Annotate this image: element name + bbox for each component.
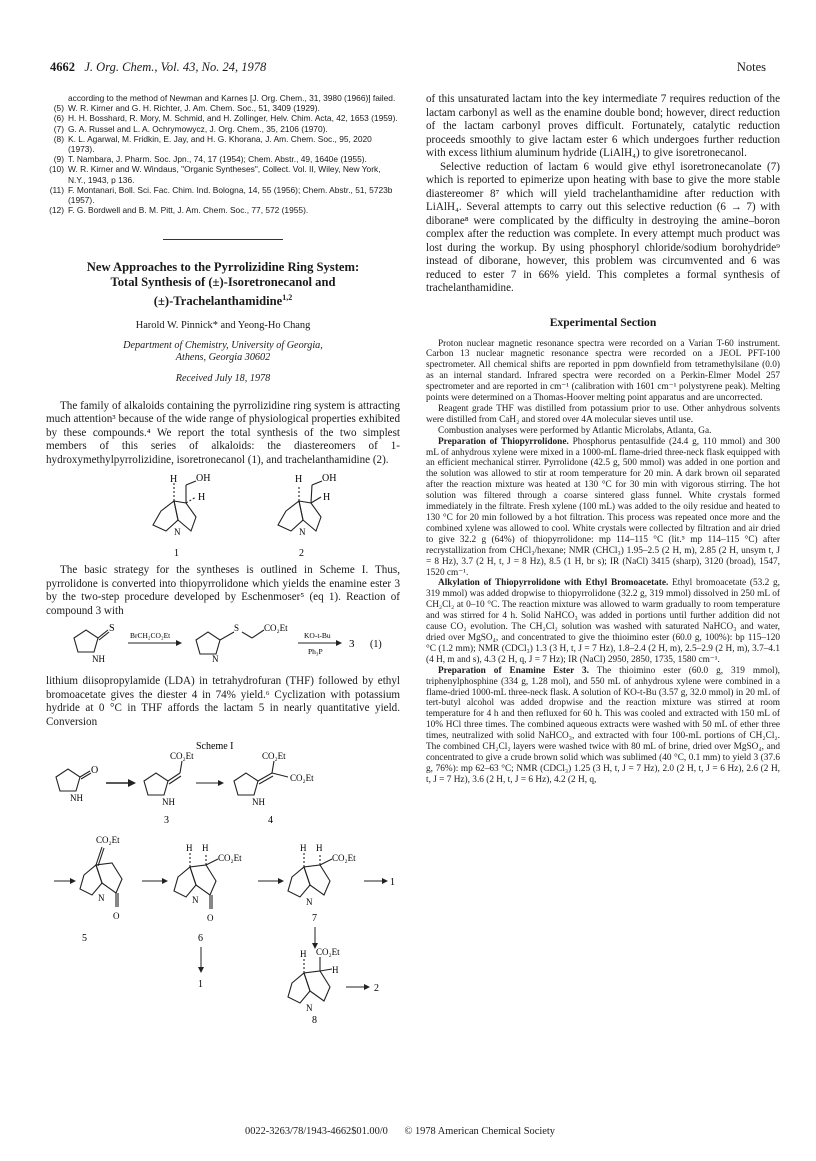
page-footer: [245, 1126, 569, 1137]
compound-3-label: 3: [164, 815, 169, 827]
arrow-target-1: 1: [198, 979, 203, 991]
reference-item: (11) F. Montanari, Boll. Sci. Fac. Chim. Ind. Bologna, 14, 55 (1956); Chem. Abstr., 51, 5723b (1957).: [49, 184, 393, 206]
svg-text:CO₂Et: CO₂Et: [218, 853, 242, 864]
reference-item: (10) W. R. Kirner and W. Windaus, "Organic Syntheses", Collect. Vol. II, Wiley, New York, N.Y., 1943, p 136.: [49, 164, 381, 185]
compound-7-label: 7: [312, 913, 317, 925]
reference-item: (9) T. Nambara, J. Pharm. Soc. Jpn., 74, 17 (1954); Chem. Abstr., 49, 1640e (1955).: [53, 154, 367, 165]
instrument-paragraph: Proton nuclear magnetic resonance spectra were recorded on a Varian T-60 instrument. Carbon 13 nuclear magnetic resonance spectra were recorded on a JEOL PFT-100 spectrometer. All chemical shifts are reported in ppm downfield from tetramethylsilane (0.0) as an internal standard. Infrared spectra were recorded on a Perkin-Elmer Model 257 spectrometer and are reported in cm⁻¹ (calibration with 1601 cm⁻¹ polystyrene peak). Melting points were determined on a Thomas-Hoover melting point apparatus and are uncorrected.: [426, 338, 780, 404]
alkylation-paragraph: Alkylation of Thiopyrrolidone with Ethyl Bromoacetate. Ethyl bromoacetate (53.2 g, 319 mmol) was added dropwise to thiopyrrolidone (32.2 g, 319 mmol) dissolved in 250 mL of CH₂Cl₂ at 0–10 °C. The reaction mixture was allowed to warm gradually to room temperature and was stirred for 4 h. Solid NaHCO₃ was added in portions until further addition did not cause CO₂ evolution. The CH₂Cl₂ solution was washed with saturated NaHCO₃ and water, dried over MgSO₄, and concentrated to give the thioimino ester (60.0 g, 100%): bp 115–120 °C (1.2 mm); NMR (CDCl₃) 1.3 (3 H, t, J = 7 Hz), 1.8–2.4 (2 H, m), 2.5–2.9 (2 H, m), 3.7–4.1 (4 H, m and s), 4.3 (2 H, q, J = 7 Hz); IR (NaCl) 2950, 2850, 1735, 1580 cm⁻¹.: [426, 578, 780, 665]
nh-label: NH: [92, 654, 105, 665]
thiopyrrolidone-prep-paragraph: Preparation of Thiopyrrolidone. Phosphorus pentasulfide (24.4 g, 110 mmol) and 300 mL of anhydrous xylene were mixed in a 1000-mL flame-dried three-neck flask equipped with an efficient mechanical stirrer. Pyrrolidone (42.5 g, 500 mmol) was added in one portion and the solution was allowed to stir at room temperature for 20 min. A dark brown oil separated after the reaction mixture was heated at 130 °C for 30 min with vigorous stirring. The hot solution was filtered through a coarse sintered glass funnel. White crystals formed immediately in the filtrate. Fresh xylene (100 mL) was added to the oily residue and heated to 130 °C for 20 min followed by a hot filtration. This process was repeated once more and the combined xylene was allowed to cool. White crystals were collected by filtration and air dried to give 32.2 g (64%) of thiopyrrolidone: mp 114–115 °C (lit.⁵ mp 114–115 °C) after recrystallization from CHCl₃/hexane; NMR (CHCl₃) 1.95–2.5 (2 H, m), 2.85 (2 H, unsym t, J = 8 Hz), 3.7 (2 H, t, J = 8 Hz), 8.5 (1 H, br s); IR (NaCl) 3415 (sharp), 3120 (broad), 1547, 1520 cm⁻¹.: [426, 436, 781, 578]
reference-item: (12) F. G. Bordwell and B. M. Pitt, J. Am. Chem. Soc., 77, 572 (1955).: [49, 205, 309, 216]
author-list: Harold W. Pinnick* and Yeong-Ho Chang: [135, 319, 311, 331]
selective-reduction-paragraph: Selective reduction of lactam 6 would give ethyl isoretronecanolate (7) which is reported to epimerize upon heating with base to give the more stable diastereomer 8⁷ which will yield trachelanthamidine after reduction with LiAlH₄. Several attempts to carry out this selective reduction (6 → 7) with diborane⁸ were complicated by the difficulty in destroying the amine–boron complex after the reduction was complete. In every attempt much product was lost during the workup. By using phosphoryl chloride/sodium borohydride⁹ instead of diborane, however, this problem was circumvented and 6 was reduced to ester 7 in 66% yield. This completes a formal synthesis of trachelanthamidine.: [426, 160, 780, 294]
svg-text:H: H: [316, 843, 323, 854]
article-code: 0022-3263/78/1943-4662$01.00/0: [245, 1126, 388, 1137]
article-title: New Approaches to the Pyrrolizidine Ring System: Total Synthesis of (±)-Isoretronecanol and (±)-Trachelanthamidine$^{1,2}$: [86, 260, 360, 309]
svg-text:N: N: [306, 1003, 313, 1014]
right-column: [426, 93, 780, 786]
svg-text:H: H: [300, 949, 307, 960]
page-number: 4662: [50, 60, 75, 74]
structure-1: [153, 481, 196, 531]
svg-text:O: O: [207, 913, 214, 924]
thiopyrrolidone-structure: [74, 630, 109, 652]
equation-number: (1): [370, 639, 382, 651]
reference-item: (5) W. R. Kirner and G. H. Richter, J. Am. Chem. Soc., 51, 3409 (1929).: [53, 103, 320, 114]
n-label: N: [174, 527, 181, 538]
n-label: N: [212, 654, 219, 665]
compound-5-label: 5: [82, 933, 87, 945]
svg-text:H: H: [300, 843, 307, 854]
svg-text:CO₂Et: CO₂Et: [170, 751, 194, 762]
h-label: H: [170, 474, 178, 486]
copyright-notice: © 1978 American Chemical Society: [404, 1126, 555, 1137]
solvent-paragraph: Reagent grade THF was distilled from potassium prior to use. Other anhydrous solvents were distilled from CaH₂ and stored over 4A molecular sieves until use.: [426, 403, 780, 425]
svg-text:O: O: [113, 911, 120, 922]
svg-text:NH: NH: [70, 793, 83, 804]
structure-2: [278, 481, 322, 531]
svg-text:H: H: [332, 965, 339, 976]
equation-1-figure: [46, 618, 400, 670]
s-label: S: [109, 623, 115, 635]
enamine-ester-paragraph: Preparation of Enamine Ester 3. The thioimino ester (60.0 g, 319 mmol), triphenylphosphine (334 g, 1.28 mol), and 550 mL of anhydrous xylene were combined in a flame-dried 1000-mL three-neck flask. A solution of KO-t-Bu (3.57 g, 32.0 mmol) in 20 mL of tert-butyl alcohol was added dropwise and the reaction mixture was stirred at room temperature for 4 h and then refluxed for 60 h. This was cooled and extracted with 150 mL of 10% HCl three times. The combined aqueous extracts were washed with 50 mL of ether three times, neutralized with solid NaHCO₃, and extracted with four 100-mL portions of CH₂Cl₂. The combined CH₂Cl₂ layers were washed twice with 80 mL of brine, dried over MgSO₄, and concentrated to give a crude brown solid which was sublimed (40 °C, 0.1 mm) to yield 3 (37.6 g, 76%): mp 62–63 °C; NMR (CDCl₃) 1.25 (3 H, t, J = 7 Hz), 2.0 (2 H, t, J = 6 Hz), 2.6 (2 H, t, J = 7 Hz), 3.6 (2 H, t, J = 6 Hz), 4.2 (2 H, q,: [426, 665, 780, 785]
received-date: Received July 18, 1978: [175, 372, 271, 384]
reagent-label: BrCH₂CO₂Et: [130, 631, 171, 641]
compound-8-label: 8: [312, 1015, 317, 1026]
analysis-paragraph: Combustion analyses were performed by Atlantic Microlabs, Atlanta, Ga.: [438, 425, 712, 436]
journal-citation: J. Org. Chem., Vol. 43, No. 24, 1978: [84, 60, 267, 74]
reference-list: [46, 93, 400, 215]
left-column: [46, 93, 400, 1030]
reference-item: (7) G. A. Russel and L. A. Ochrymowycz, J. Org. Chem., 35, 2106 (1970).: [53, 123, 328, 134]
svg-text:NH: NH: [162, 797, 175, 808]
running-header: [50, 60, 766, 80]
compound-6-label: 6: [198, 933, 203, 945]
lda-paragraph: lithium diisopropylamide (LDA) in tetrahydrofuran (THF) followed by ethyl bromoacetate gives the diester 4 in 74% yield.⁶ Cyclization with potassium hydride at 0 °C in THF affords the lactam 5 in nearly quantitative yield. Conversion: [46, 675, 400, 728]
reference-item: (8) K. L. Agarwal, M. Fridkin, E. Jay, and H. G. Khorana, J. Am. Chem. Soc., 95, 2020 (1973).: [53, 133, 372, 155]
header-left: [50, 60, 266, 75]
svg-text:CO₂Et: CO₂Et: [262, 751, 286, 762]
product-label: 3: [349, 638, 355, 651]
co2et-label: CO₂Et: [264, 623, 288, 634]
h-label: H: [198, 492, 206, 504]
reduction-paragraph: of this unsaturated lactam into the key intermediate 7 requires reduction of the lactam carbonyl as well as the enamine double bond; however, direct reduction of the lactam carbonyl proves difficult. Fortunately, catalytic reduction proceeds smoothly to give lactam ester 6 which undergoes further reduction with excess lithium aluminum hydride (LiAlH₄) to give isoretronecanol.: [426, 93, 780, 159]
svg-text:H: H: [202, 843, 209, 854]
h-label: H: [323, 492, 331, 504]
svg-text:CO₂Et: CO₂Et: [316, 947, 340, 958]
svg-text:NH: NH: [252, 797, 265, 808]
svg-text:O: O: [91, 765, 99, 777]
s-label: S: [234, 623, 240, 634]
svg-text:N: N: [192, 895, 199, 906]
structures-1-2-figure: [46, 467, 400, 559]
strategy-paragraph: The basic strategy for the syntheses is outlined in Scheme I. Thus, pyrrolidone is converted into thiopyrrolidone which yields the enamine ester 3 by the two-step procedure developed by Eschenmoser⁵ (eq 1). Reaction of compound 3 with: [46, 564, 400, 617]
oh-label: OH: [196, 473, 211, 485]
compound-1-label: 1: [174, 548, 179, 560]
compound-4-label: 4: [268, 815, 273, 827]
intro-paragraph: The family of alkaloids containing the pyrrolizidine ring system is attracting much attention³ because of the wide range of physiological properties exhibited by these compounds.⁴ We report the total synthesis of the two simplest members of this series of alkaloids: the diastereomers of 1-hydroxymethylpyrrolizidine, isoretronecanol (1), and trachelanthamidine (2).: [46, 399, 400, 466]
n-label: N: [299, 527, 306, 538]
reagent-label: KO-t-Bu: [304, 631, 331, 641]
h-label: H: [295, 474, 303, 486]
svg-text:CO₂Et: CO₂Et: [96, 835, 120, 846]
scheme-title: Scheme I: [196, 741, 234, 753]
experimental-heading: Experimental Section: [549, 315, 657, 329]
section-divider: [163, 239, 283, 240]
scheme-1-figure: [46, 735, 400, 1025]
affiliation: Department of Chemistry, University of Georgia, Athens, Georgia 30602: [123, 339, 323, 364]
oh-label: OH: [322, 473, 337, 485]
reference-item: (6) H. H. Bosshard, R. Mory, M. Schmid, and H. Zollinger, Helv. Chim. Acta, 42, 1653 (1959).: [53, 113, 398, 124]
svg-text:CO₂Et: CO₂Et: [332, 853, 356, 864]
svg-text:N: N: [98, 893, 105, 904]
thioimino-ester-structure: [196, 630, 264, 654]
arrow-target-1: 1: [390, 877, 395, 889]
section-name: Notes: [736, 60, 766, 74]
compound-2-label: 2: [299, 548, 304, 560]
svg-text:H: H: [186, 843, 193, 854]
reagent-label: Ph₃P: [308, 647, 323, 657]
reference-continuation: according to the method of Newman and Karnes [J. Org. Chem., 31, 3980 (1966)] failed.: [68, 93, 396, 103]
svg-text:CO₂Et: CO₂Et: [290, 773, 314, 784]
arrow-target-2: 2: [374, 983, 379, 995]
svg-text:N: N: [306, 897, 313, 908]
